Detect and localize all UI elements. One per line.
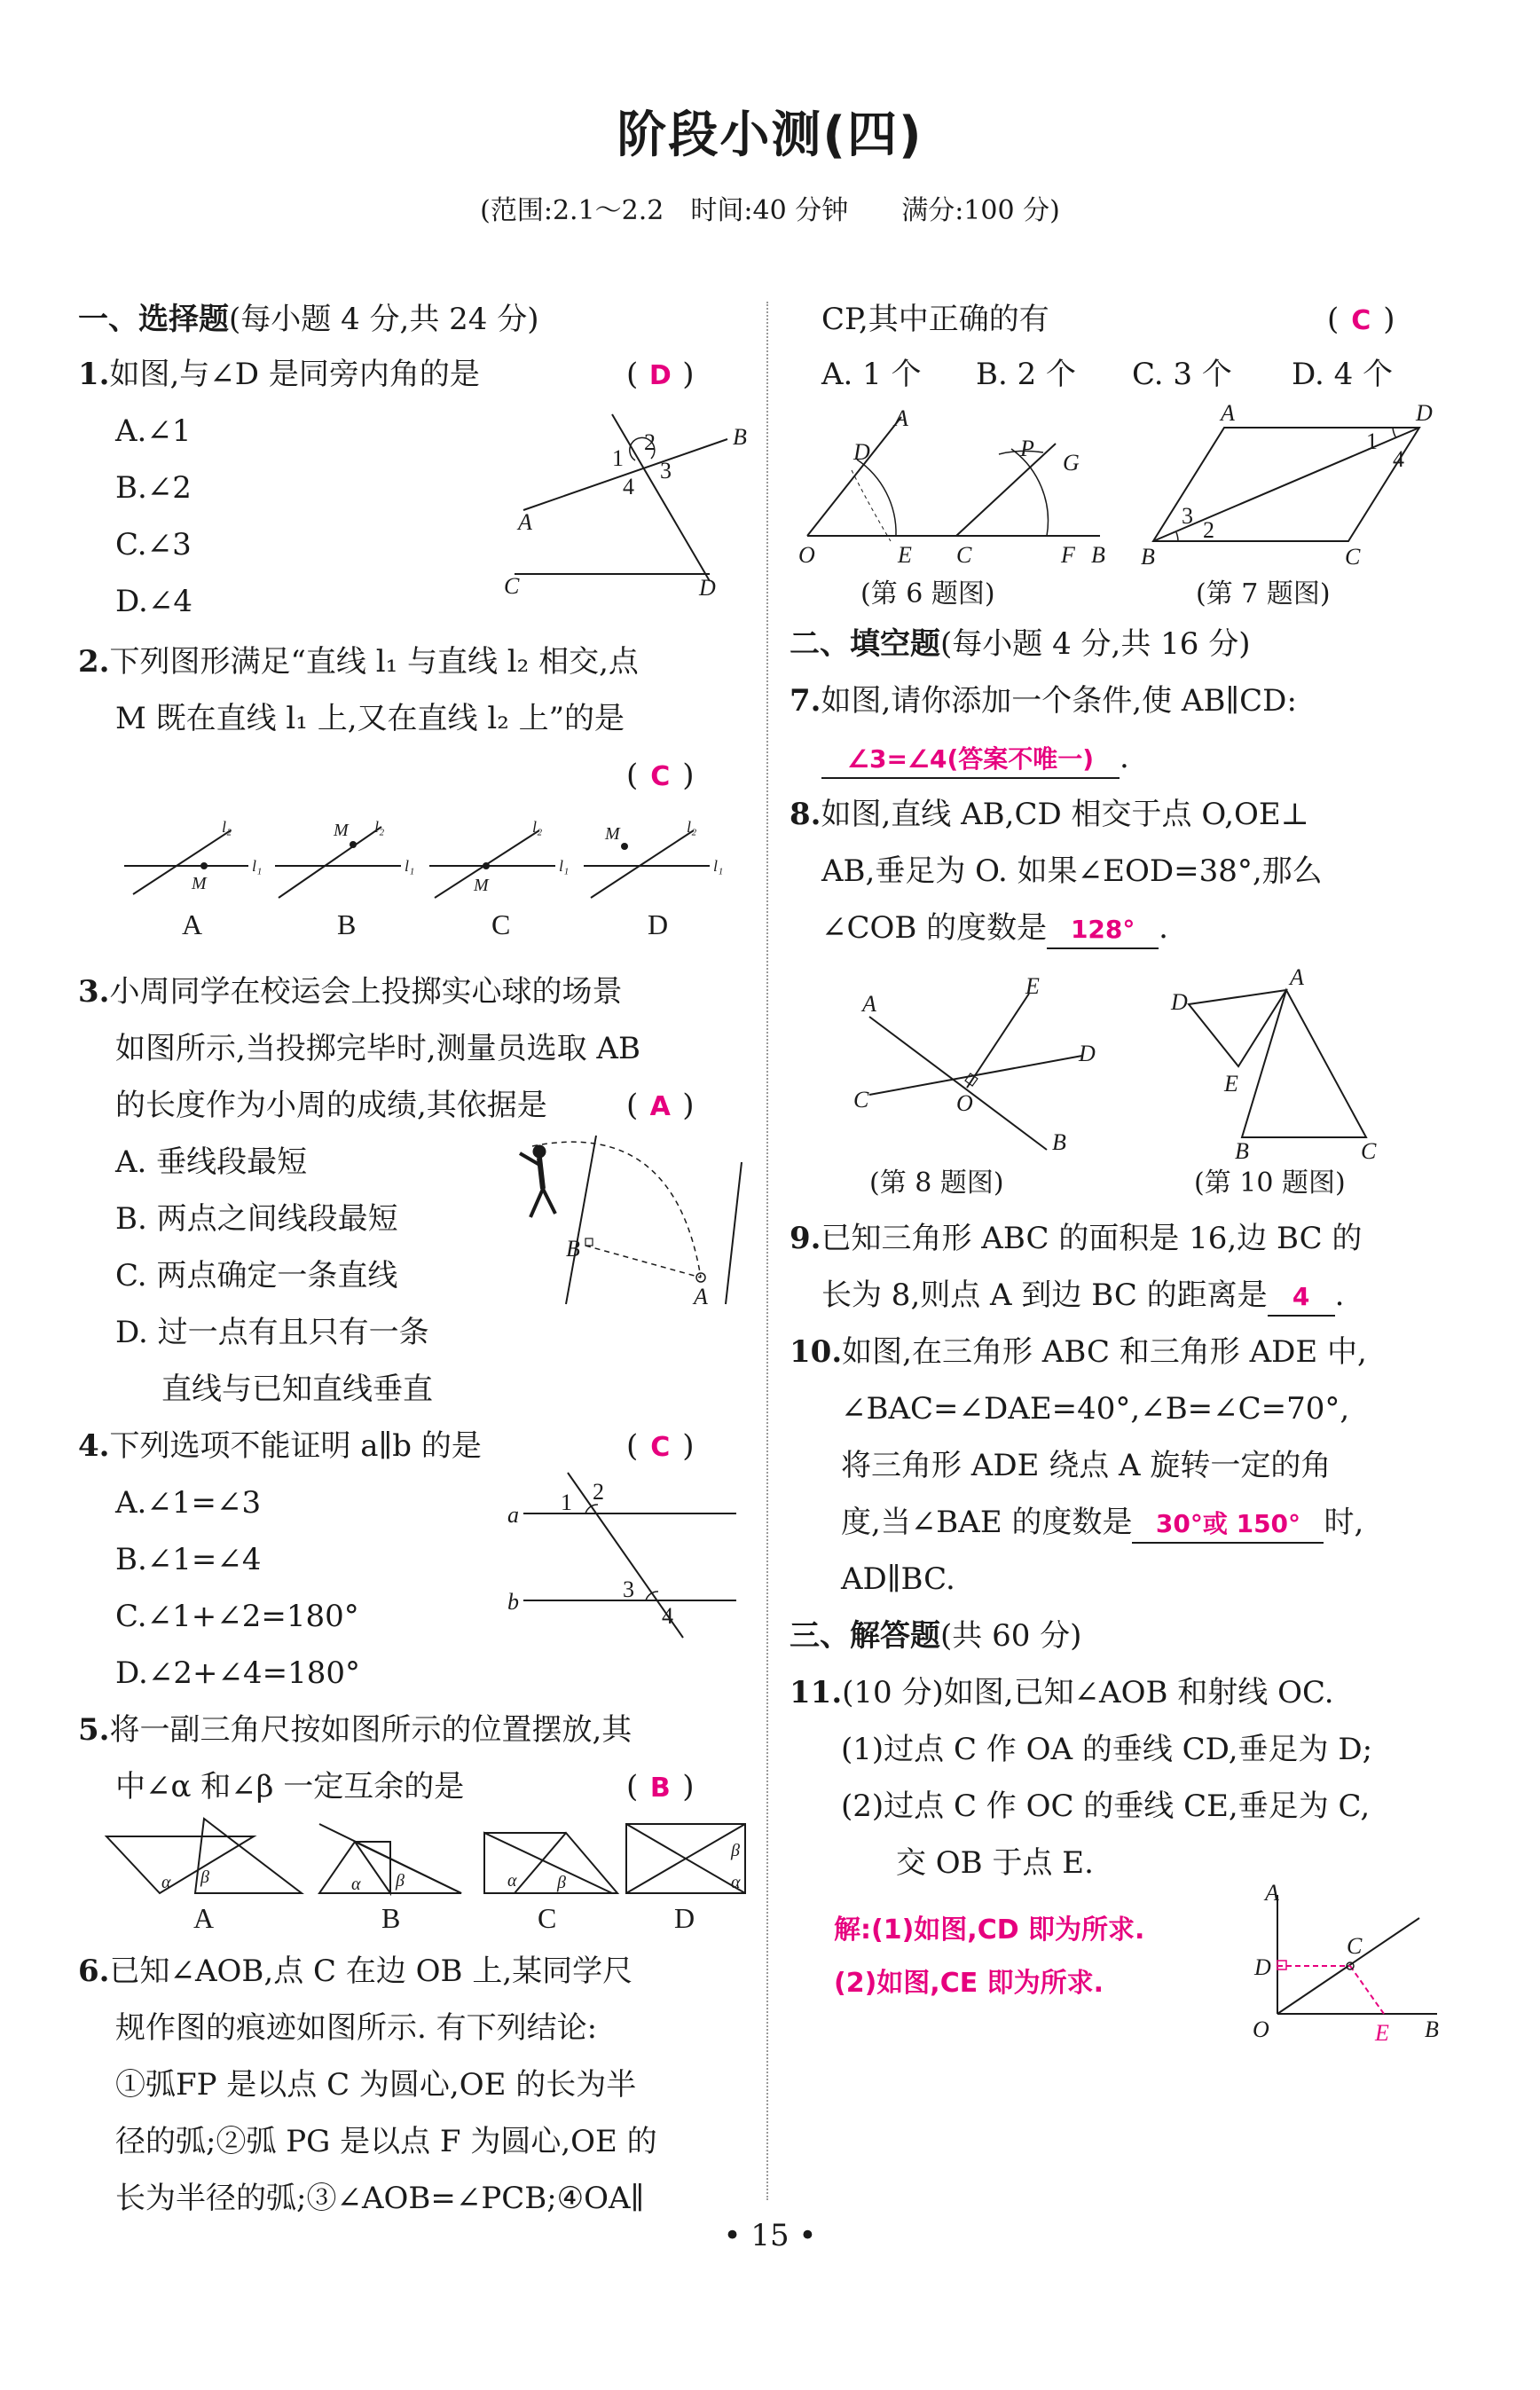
q1-option-c: C.∠3 [115, 527, 192, 562]
q4-option-b: B.∠1=∠4 [115, 1542, 262, 1577]
q11-part2-cont: 交 OB 于点 E. [896, 1845, 1094, 1881]
q5-figure-d [626, 1824, 745, 1893]
q11-point-a: A [1265, 1880, 1279, 1906]
q5-label-a: A [193, 1902, 215, 1934]
column-divider [766, 302, 768, 2200]
q8-point-o: O [956, 1090, 973, 1116]
q1-label-2: 2 [644, 429, 656, 455]
q8-caption: (第 8 题图) [869, 1167, 1004, 1199]
q2-label-b: B [337, 908, 357, 940]
q7-stem: 7.如图,请你添加一个条件,使 AB∥CD: [790, 683, 1297, 719]
q2-label-a: A [182, 908, 203, 940]
q8-point-c: C [853, 1087, 869, 1112]
q3-thrower-icon [520, 1145, 555, 1217]
q1-answer-slot: ( D ) [626, 357, 695, 392]
q1-option-d: D.∠4 [115, 584, 192, 619]
q8-point-a: A [862, 991, 876, 1017]
q2-stem-line2: M 既在直线 l₁ 上,又在直线 l₂ 上”的是 [115, 701, 625, 736]
q6-point-a: A [894, 405, 908, 431]
q2-answer-slot: ( C ) [626, 758, 695, 793]
svg-text:M: M [474, 876, 489, 895]
q1-figure [497, 404, 763, 599]
q5-label-b: B [381, 1902, 401, 1934]
q11-point-d: D [1254, 1954, 1271, 1980]
q11-part2: (2)过点 C 作 OC 的垂线 CE,垂足为 C, [841, 1789, 1371, 1824]
q10-point-b: B [1235, 1138, 1249, 1164]
q7-label-1: 1 [1366, 428, 1378, 454]
q10-stem-line2: ∠BAC=∠DAE=40°,∠B=∠C=70°, [841, 1391, 1350, 1427]
q10-stem-line5: AD∥BC. [841, 1561, 955, 1597]
q7-caption: (第 7 题图) [1196, 578, 1331, 609]
svg-text:β: β [557, 1873, 566, 1892]
q9-answer: 4 [1268, 1279, 1335, 1317]
q7-answer: ∠3=∠4(答案不唯一) [821, 742, 1120, 779]
q1-point-c: C [504, 573, 520, 599]
q8-stem-line1: 8.如图,直线 AB,CD 相交于点 O,OE⊥ [790, 797, 1309, 832]
q2-figure-b [275, 818, 414, 898]
q3-option-d-cont: 直线与已知直线垂直 [161, 1372, 433, 1407]
q11-part1: (1)过点 C 作 OA 的垂线 CD,垂足为 D; [841, 1732, 1373, 1767]
q6-stem-line2: 规作图的痕迹如图所示. 有下列结论: [115, 2010, 598, 2046]
q6-point-d: D [853, 439, 870, 465]
q8-point-d: D [1079, 1041, 1096, 1066]
q1-label-1: 1 [612, 445, 624, 471]
svg-text:α: α [507, 1871, 517, 1891]
q4-answer-slot: ( C ) [626, 1428, 695, 1464]
q9-stem-line2: 长为 8,则点 A 到边 BC 的距离是 4 . [821, 1278, 1344, 1317]
q7-figure [1135, 400, 1437, 570]
q3-stem-line1: 3.小周同学在校运会上投掷实心球的场景 [78, 974, 623, 1010]
svg-text:M: M [334, 821, 349, 840]
q3-point-a: A [694, 1284, 708, 1309]
q4-figure [506, 1464, 754, 1641]
q8-figure [843, 973, 1109, 1155]
q6-point-f: F [1061, 542, 1075, 568]
q10-point-d: D [1171, 989, 1188, 1015]
q7-answer-line: ∠3=∠4(答案不唯一) . [821, 740, 1129, 779]
q10-point-c: C [1361, 1138, 1377, 1164]
q10-stem-line4: 度,当∠BAE 的度数是 30°或 150° 时, [841, 1505, 1363, 1544]
svg-text:l₂: l₂ [374, 818, 385, 836]
q3-stem-line2: 如图所示,当投掷完毕时,测量员选取 AB [115, 1031, 640, 1066]
q10-stem-line3: 将三角形 ADE 绕点 A 旋转一定的角 [841, 1448, 1332, 1483]
q2-figure-c [429, 818, 569, 898]
svg-text:l₁: l₁ [713, 857, 724, 875]
q6-stem-line4: 径的弧;②弧 PG 是以点 F 为圆心,OE 的 [115, 2124, 657, 2159]
q4-label-3: 3 [623, 1576, 634, 1602]
svg-text:l₂: l₂ [222, 818, 232, 836]
page-subtitle: (范围:2.1～2.2 时间:40 分钟 满分:100 分) [480, 195, 1060, 226]
q6-stem-line3: ①弧FP 是以点 C 为圆心,OE 的长为半 [115, 2067, 637, 2103]
q10-figure [1162, 964, 1393, 1164]
q4-stem: 4.下列选项不能证明 a∥b 的是 [78, 1428, 482, 1464]
q6-stem-line1: 6.已知∠AOB,点 C 在边 OB 上,某同学尺 [78, 1954, 633, 1989]
q3-option-b: B. 两点之间线段最短 [115, 1201, 398, 1237]
svg-text:l₂: l₂ [532, 818, 543, 836]
q4-line-b: b [507, 1589, 519, 1615]
q1-label-4: 4 [623, 474, 634, 499]
q4-line-a: a [507, 1502, 519, 1528]
svg-text:l₂: l₂ [687, 818, 697, 836]
q8-point-b: B [1052, 1129, 1066, 1155]
q5-answer-slot: ( B ) [626, 1769, 695, 1804]
svg-text:M: M [192, 874, 207, 893]
q5-figure-a [106, 1819, 302, 1893]
q8-answer: 128° [1047, 912, 1159, 949]
q5-figures [98, 1815, 754, 1904]
svg-text:l₁: l₁ [252, 857, 263, 875]
q7-label-3: 3 [1182, 503, 1193, 529]
q5-label-d: D [674, 1902, 695, 1934]
q4-label-1: 1 [561, 1490, 572, 1515]
q10-caption: (第 10 题图) [1194, 1167, 1346, 1199]
q10-stem-line1: 10.如图,在三角形 ABC 和三角形 ADE 中, [790, 1334, 1367, 1370]
q2-label-c: C [491, 908, 511, 940]
q6-point-e: E [898, 542, 912, 568]
page-title: 阶段小测(四) [617, 106, 923, 164]
q3-point-b: B [566, 1236, 580, 1262]
q10-answer: 30°或 150° [1132, 1506, 1324, 1544]
q5-figure-b [319, 1824, 461, 1894]
q6-stem-line6: CP,其中正确的有 [821, 302, 1049, 337]
q6-figure [798, 405, 1118, 568]
q1-option-b: B.∠2 [115, 470, 192, 506]
section-3-heading: 三、解答题(共 60 分) [790, 1618, 1082, 1654]
page-number: • 15 • [723, 2218, 817, 2253]
q3-option-c: C. 两点确定一条直线 [115, 1258, 398, 1293]
q2-figures [115, 809, 754, 907]
q2-stem-line1: 2.下列图形满足“直线 l₁ 与直线 l₂ 相交,点 [78, 644, 639, 680]
q7-point-a: A [1221, 400, 1235, 426]
q1-point-d: D [699, 575, 716, 601]
q1-option-a: A.∠1 [115, 413, 192, 449]
q3-option-a: A. 垂线段最短 [115, 1144, 308, 1180]
q11-solution-1: 解:(1)如图,CD 即为所求. [834, 1914, 1145, 1946]
svg-text:β: β [200, 1867, 209, 1887]
q7-point-b: B [1141, 544, 1155, 570]
q8-point-e: E [1025, 973, 1040, 999]
q2-figure-a [124, 818, 262, 894]
q11-stem: 11.(10 分)如图,已知∠AOB 和射线 OC. [790, 1675, 1334, 1710]
svg-text:β: β [731, 1841, 740, 1860]
q4-label-4: 4 [662, 1603, 673, 1629]
q5-figure-c [484, 1833, 617, 1893]
q8-stem-line3: ∠COB 的度数是 128° . [821, 910, 1168, 949]
q6-point-b: B [1091, 542, 1105, 568]
q1-point-b: B [733, 424, 747, 450]
q7-label-4: 4 [1393, 446, 1404, 472]
q6-point-g: G [1063, 450, 1080, 476]
q7-point-d: D [1416, 400, 1433, 426]
q6-option-a: A. 1 个 [821, 357, 922, 392]
q3-figure [497, 1136, 763, 1313]
svg-text:l₁: l₁ [559, 857, 570, 875]
q1-label-3: 3 [660, 458, 672, 484]
section-2-heading: 二、填空题(每小题 4 分,共 16 分) [790, 626, 1251, 662]
svg-text:M: M [605, 824, 620, 844]
q6-option-b: B. 2 个 [976, 357, 1077, 392]
q1-point-a: A [518, 509, 532, 535]
q4-option-d: D.∠2+∠4=180° [115, 1655, 360, 1691]
q10-point-e: E [1224, 1071, 1238, 1097]
q11-point-c: C [1347, 1933, 1363, 1959]
q5-label-c: C [538, 1902, 557, 1934]
svg-text:α: α [731, 1873, 741, 1892]
q6-point-c: C [956, 542, 972, 568]
q11-solution-2: (2)如图,CE 即为所求. [834, 1968, 1104, 1999]
q9-stem-line1: 9.已知三角形 ABC 的面积是 16,边 BC 的 [790, 1221, 1363, 1256]
q8-stem-line2: AB,垂足为 O. 如果∠EOD=38°,那么 [821, 853, 1323, 889]
q4-label-2: 2 [593, 1479, 604, 1505]
q11-point-e: E [1375, 2020, 1389, 2046]
q2-label-d: D [648, 908, 669, 940]
q4-option-a: A.∠1=∠3 [115, 1485, 262, 1521]
q6-caption: (第 6 题图) [860, 578, 995, 609]
q5-stem-line1: 5.将一副三角尺按如图所示的位置摆放,其 [78, 1712, 632, 1748]
q3-answer-slot: ( A ) [626, 1088, 695, 1123]
q2-figure-d [584, 818, 723, 898]
q4-option-c: C.∠1+∠2=180° [115, 1599, 359, 1634]
q1-stem: 1.如图,与∠D 是同旁内角的是 [78, 357, 480, 392]
q5-stem-line2: 中∠α 和∠β 一定互余的是 [115, 1769, 465, 1804]
svg-text:α: α [161, 1873, 171, 1892]
q7-point-c: C [1345, 544, 1361, 570]
q6-point-o: O [798, 542, 815, 568]
q10-point-a: A [1290, 964, 1304, 990]
section-1-heading: 一、选择题(每小题 4 分,共 24 分) [78, 302, 539, 337]
q7-label-2: 2 [1203, 517, 1214, 543]
q11-figure [1242, 1881, 1455, 2049]
q6-option-d: D. 4 个 [1292, 357, 1394, 392]
q6-answer-slot: ( C ) [1327, 302, 1395, 337]
q11-point-o: O [1253, 2017, 1269, 2042]
q3-stem-line3: 的长度作为小周的成绩,其依据是 [115, 1088, 547, 1123]
q3-option-d: D. 过一点有且只有一条 [115, 1315, 429, 1350]
svg-text:l₁: l₁ [405, 857, 415, 875]
svg-text:β: β [396, 1871, 405, 1891]
svg-text:α: α [351, 1875, 361, 1894]
q6-stem-line5: 长为半径的弧;③∠AOB=∠PCB;④OA∥ [115, 2181, 645, 2216]
q6-option-c: C. 3 个 [1132, 357, 1232, 392]
q6-point-p: P [1020, 436, 1034, 461]
q11-point-b: B [1425, 2017, 1439, 2042]
